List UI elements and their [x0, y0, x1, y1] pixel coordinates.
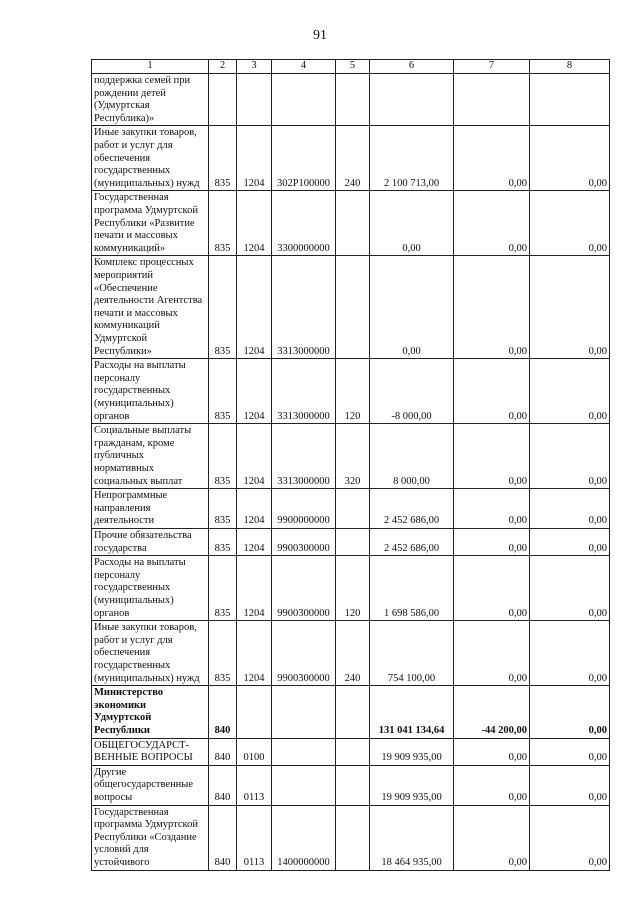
- target-article-code: 9900300000: [272, 528, 336, 555]
- target-article-code: [272, 74, 336, 126]
- amount-col-8: 0,00: [530, 359, 610, 424]
- amount-col-8: 0,00: [530, 489, 610, 529]
- target-article-code: [272, 738, 336, 765]
- section-code: 1204: [237, 359, 272, 424]
- section-code: 1204: [237, 256, 272, 359]
- header-cell: 2: [209, 60, 237, 74]
- ministry-code: [209, 74, 237, 126]
- amount-col-6: 2 100 713,00: [370, 126, 454, 191]
- amount-col-8: [530, 74, 610, 126]
- target-article-code: [272, 686, 336, 738]
- table-row: [92, 424, 610, 489]
- expense-type-code: [336, 191, 370, 256]
- amount-col-8: 0,00: [530, 686, 610, 738]
- header-cell: 4: [272, 60, 336, 74]
- amount-col-8: 0,00: [530, 556, 610, 621]
- table-row: [92, 74, 610, 126]
- ministry-code: 835: [209, 359, 237, 424]
- amount-col-6: 0,00: [370, 256, 454, 359]
- amount-col-7: 0,00: [454, 424, 530, 489]
- amount-col-7: 0,00: [454, 489, 530, 529]
- target-article-code: 1400000000: [272, 805, 336, 870]
- expense-type-code: [336, 256, 370, 359]
- expense-type-code: [336, 686, 370, 738]
- ministry-code: 835: [209, 556, 237, 621]
- section-code: 1204: [237, 528, 272, 555]
- amount-col-7: 0,00: [454, 765, 530, 805]
- expense-type-code: [336, 738, 370, 765]
- ministry-code: 840: [209, 765, 237, 805]
- amount-col-6: -8 000,00: [370, 359, 454, 424]
- target-article-code: 3313000000: [272, 424, 336, 489]
- amount-col-8: 0,00: [530, 126, 610, 191]
- section-code: 1204: [237, 556, 272, 621]
- header-cell: 5: [336, 60, 370, 74]
- expense-type-code: 240: [336, 621, 370, 686]
- ministry-code: 835: [209, 489, 237, 529]
- target-article-code: 3313000000: [272, 256, 336, 359]
- row-description: Государственная программа Удмуртской Республики «Развитие печати и массовых коммуникаций»: [92, 191, 209, 256]
- amount-col-6: [370, 74, 454, 126]
- row-description: Непрограммные направления деятельности: [92, 489, 209, 529]
- row-description: Прочие обязательства государства: [92, 528, 209, 555]
- amount-col-6: 19 909 935,00: [370, 738, 454, 765]
- expense-type-code: [336, 805, 370, 870]
- table-row: [92, 489, 610, 529]
- header-cell: 6: [370, 60, 454, 74]
- budget-table: [91, 59, 610, 871]
- amount-col-7: 0,00: [454, 191, 530, 256]
- amount-col-7: 0,00: [454, 556, 530, 621]
- ministry-code: 835: [209, 256, 237, 359]
- expense-type-code: 120: [336, 359, 370, 424]
- target-article-code: [272, 765, 336, 805]
- target-article-code: 9900000000: [272, 489, 336, 529]
- target-article-code: 9900300000: [272, 556, 336, 621]
- amount-col-7: -44 200,00: [454, 686, 530, 738]
- row-description: Министерство экономики Удмуртской Республики: [92, 686, 209, 738]
- ministry-code: 835: [209, 126, 237, 191]
- section-code: 0113: [237, 765, 272, 805]
- table-row: [92, 805, 610, 870]
- amount-col-7: [454, 74, 530, 126]
- expense-type-code: 120: [336, 556, 370, 621]
- target-article-code: 3313000000: [272, 359, 336, 424]
- table-row: [92, 765, 610, 805]
- row-description: ОБЩЕГОСУДАРСТ- ВЕННЫЕ ВОПРОСЫ: [92, 738, 209, 765]
- row-description: Другие общегосударственные вопросы: [92, 765, 209, 805]
- ministry-code: 835: [209, 528, 237, 555]
- header-cell: 3: [237, 60, 272, 74]
- amount-col-8: 0,00: [530, 738, 610, 765]
- row-description: Социальные выплаты гражданам, кроме публичных нормативных социальных выплат: [92, 424, 209, 489]
- table-row: [92, 256, 610, 359]
- amount-col-8: 0,00: [530, 621, 610, 686]
- amount-col-6: 19 909 935,00: [370, 765, 454, 805]
- table-row: [92, 359, 610, 424]
- amount-col-6: 131 041 134,64: [370, 686, 454, 738]
- ministry-code: 835: [209, 191, 237, 256]
- row-description: Государственная программа Удмуртской Республики «Создание условий для устойчивого: [92, 805, 209, 870]
- amount-col-7: 0,00: [454, 738, 530, 765]
- table-row: [92, 686, 610, 738]
- table-row: [92, 528, 610, 555]
- section-code: 1204: [237, 191, 272, 256]
- header-cell: 7: [454, 60, 530, 74]
- amount-col-6: 0,00: [370, 191, 454, 256]
- expense-type-code: [336, 765, 370, 805]
- header-cell: 8: [530, 60, 610, 74]
- table-row: [92, 126, 610, 191]
- row-description: Комплекс процессных мероприятий «Обеспечение деятельности Агентства печати и массовых коммуникаций Удмуртской Республики»: [92, 256, 209, 359]
- section-code: 1204: [237, 489, 272, 529]
- section-code: [237, 686, 272, 738]
- amount-col-6: 2 452 686,00: [370, 489, 454, 529]
- amount-col-6: 18 464 935,00: [370, 805, 454, 870]
- header-row: [92, 60, 610, 74]
- amount-col-7: 0,00: [454, 256, 530, 359]
- expense-type-code: 320: [336, 424, 370, 489]
- section-code: [237, 74, 272, 126]
- page-number: 91: [313, 28, 327, 43]
- table-row: [92, 738, 610, 765]
- amount-col-8: 0,00: [530, 805, 610, 870]
- row-description: Расходы на выплаты персоналу государственных (муниципальных) органов: [92, 556, 209, 621]
- amount-col-6: 8 000,00: [370, 424, 454, 489]
- header-cell: 1: [92, 60, 209, 74]
- amount-col-8: 0,00: [530, 191, 610, 256]
- expense-type-code: 240: [336, 126, 370, 191]
- table-row: [92, 191, 610, 256]
- amount-col-8: 0,00: [530, 424, 610, 489]
- expense-type-code: [336, 489, 370, 529]
- expense-type-code: [336, 74, 370, 126]
- amount-col-6: 1 698 586,00: [370, 556, 454, 621]
- ministry-code: 835: [209, 424, 237, 489]
- section-code: 1204: [237, 126, 272, 191]
- amount-col-8: 0,00: [530, 256, 610, 359]
- target-article-code: 3300000000: [272, 191, 336, 256]
- amount-col-7: 0,00: [454, 528, 530, 555]
- amount-col-6: 754 100,00: [370, 621, 454, 686]
- amount-col-8: 0,00: [530, 765, 610, 805]
- section-code: 0100: [237, 738, 272, 765]
- row-description: Иные закупки товаров, работ и услуг для обеспечения государственных (муниципальных) нужд: [92, 126, 209, 191]
- expense-type-code: [336, 528, 370, 555]
- ministry-code: 840: [209, 805, 237, 870]
- section-code: 1204: [237, 621, 272, 686]
- section-code: 1204: [237, 424, 272, 489]
- row-description: поддержка семей при рождении детей (Удмуртская Республика)»: [92, 74, 209, 126]
- ministry-code: 840: [209, 686, 237, 738]
- section-code: 0113: [237, 805, 272, 870]
- amount-col-7: 0,00: [454, 359, 530, 424]
- amount-col-8: 0,00: [530, 528, 610, 555]
- ministry-code: 840: [209, 738, 237, 765]
- row-description: Расходы на выплаты персоналу государственных (муниципальных) органов: [92, 359, 209, 424]
- amount-col-6: 2 452 686,00: [370, 528, 454, 555]
- amount-col-7: 0,00: [454, 126, 530, 191]
- amount-col-7: 0,00: [454, 621, 530, 686]
- target-article-code: 9900300000: [272, 621, 336, 686]
- row-description: Иные закупки товаров, работ и услуг для обеспечения государственных (муниципальных) нужд: [92, 621, 209, 686]
- target-article-code: 302Р100000: [272, 126, 336, 191]
- ministry-code: 835: [209, 621, 237, 686]
- table-row: [92, 621, 610, 686]
- amount-col-7: 0,00: [454, 805, 530, 870]
- table-row: [92, 556, 610, 621]
